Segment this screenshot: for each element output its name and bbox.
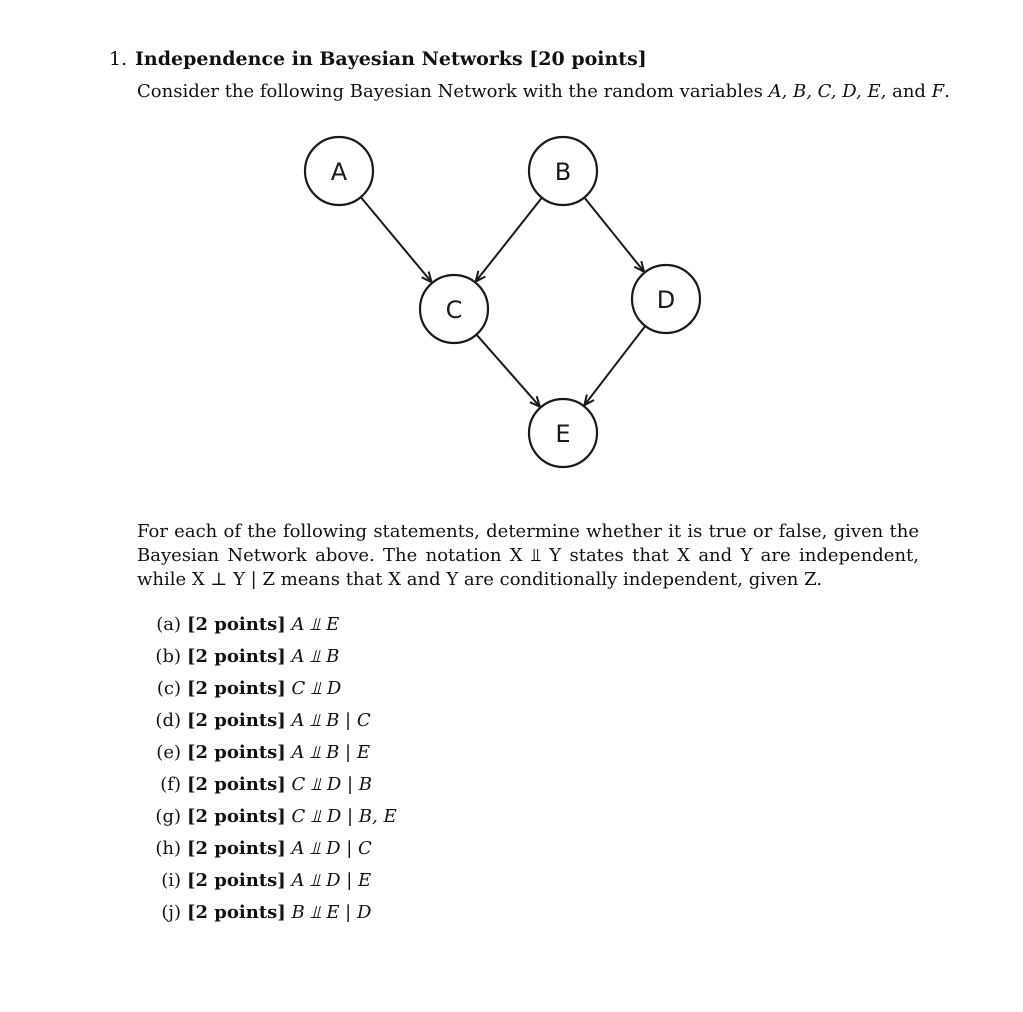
- statement-expression: C ⫫ D | B, E: [291, 806, 397, 827]
- node-label: B: [554, 158, 572, 186]
- statement-expression: B ⫫ E | D: [291, 902, 372, 923]
- intro-variables: A, B, C, D, E,: [768, 81, 887, 102]
- statement-expression: C ⫫ D | B: [291, 774, 373, 795]
- statement-label: (g): [155, 806, 181, 827]
- node-b: [529, 137, 597, 205]
- statement-item: [137, 897, 397, 929]
- statement-item: [137, 705, 397, 737]
- statement-item: [137, 673, 397, 705]
- instructions-paragraph: [137, 520, 919, 592]
- statement-expression: A ⫫ D | E: [291, 870, 372, 891]
- statement-label: (b): [155, 646, 181, 667]
- statement-points: [2 points]: [187, 774, 286, 795]
- edge-b-to-c: [476, 198, 542, 282]
- bayesian-network-diagram: [290, 128, 720, 488]
- statement-points: [2 points]: [187, 710, 286, 731]
- statement-item: [137, 865, 397, 897]
- node-d: [632, 265, 700, 333]
- statement-points: [2 points]: [187, 902, 286, 923]
- statement-points: [2 points]: [187, 614, 286, 635]
- problem-heading: [109, 48, 647, 70]
- edge-a-to-c: [361, 197, 432, 282]
- edge-d-to-e: [584, 326, 645, 405]
- statement-label: (h): [155, 838, 181, 859]
- statement-expression: A ⫫ B: [291, 646, 340, 667]
- statement-label: (e): [156, 742, 181, 763]
- edge-b-to-d: [584, 197, 644, 271]
- intro-and: and: [886, 81, 932, 102]
- problem-intro: [137, 81, 950, 102]
- node-label: A: [330, 158, 348, 186]
- statement-points: [2 points]: [187, 870, 286, 891]
- statement-item: [137, 737, 397, 769]
- node-label: D: [656, 286, 676, 314]
- problem-title: Independence in Bayesian Networks [20 points]: [135, 48, 647, 70]
- nodes-layer: [305, 137, 700, 467]
- node-a: [305, 137, 373, 205]
- statement-item: [137, 769, 397, 801]
- intro-text: Consider the following Bayesian Network with the random variables: [137, 81, 769, 102]
- instructions-line-2: Bayesian Network above. The notation X ⫫ Y states that X and Y are independent,: [137, 545, 919, 566]
- statement-points: [2 points]: [187, 742, 286, 763]
- statement-list: [137, 609, 397, 929]
- statement-label: (i): [161, 870, 181, 891]
- node-label: E: [555, 420, 571, 448]
- intro-last-variable: F: [931, 81, 945, 102]
- statement-points: [2 points]: [187, 646, 286, 667]
- instructions-line-3: while X ⊥ Y | Z means that X and Y are conditionally independent, given Z.: [137, 569, 823, 590]
- intro-period: .: [944, 81, 950, 102]
- statement-expression: A ⫫ D | C: [291, 838, 372, 859]
- edges-layer: [361, 197, 646, 407]
- node-label: C: [445, 296, 463, 324]
- statement-item: [137, 641, 397, 673]
- instructions-line-1: For each of the following statements, determine whether it is true or false, given the: [137, 521, 919, 542]
- statement-expression: A ⫫ B | C: [291, 710, 371, 731]
- statement-item: [137, 609, 397, 641]
- statement-item: [137, 801, 397, 833]
- node-c: [420, 275, 488, 343]
- edge-c-to-e: [476, 335, 539, 407]
- problem-number: 1.: [109, 48, 128, 70]
- statement-label: (c): [156, 678, 181, 699]
- statement-points: [2 points]: [187, 838, 286, 859]
- statement-points: [2 points]: [187, 806, 286, 827]
- statement-expression: A ⫫ B | E: [291, 742, 370, 763]
- statement-label: (j): [161, 902, 181, 923]
- statement-label: (f): [160, 774, 181, 795]
- statement-label: (a): [156, 614, 181, 635]
- statement-expression: A ⫫ E: [291, 614, 340, 635]
- node-e: [529, 399, 597, 467]
- statement-expression: C ⫫ D: [291, 678, 342, 699]
- statement-points: [2 points]: [187, 678, 286, 699]
- statement-label: (d): [155, 710, 181, 731]
- statement-item: [137, 833, 397, 865]
